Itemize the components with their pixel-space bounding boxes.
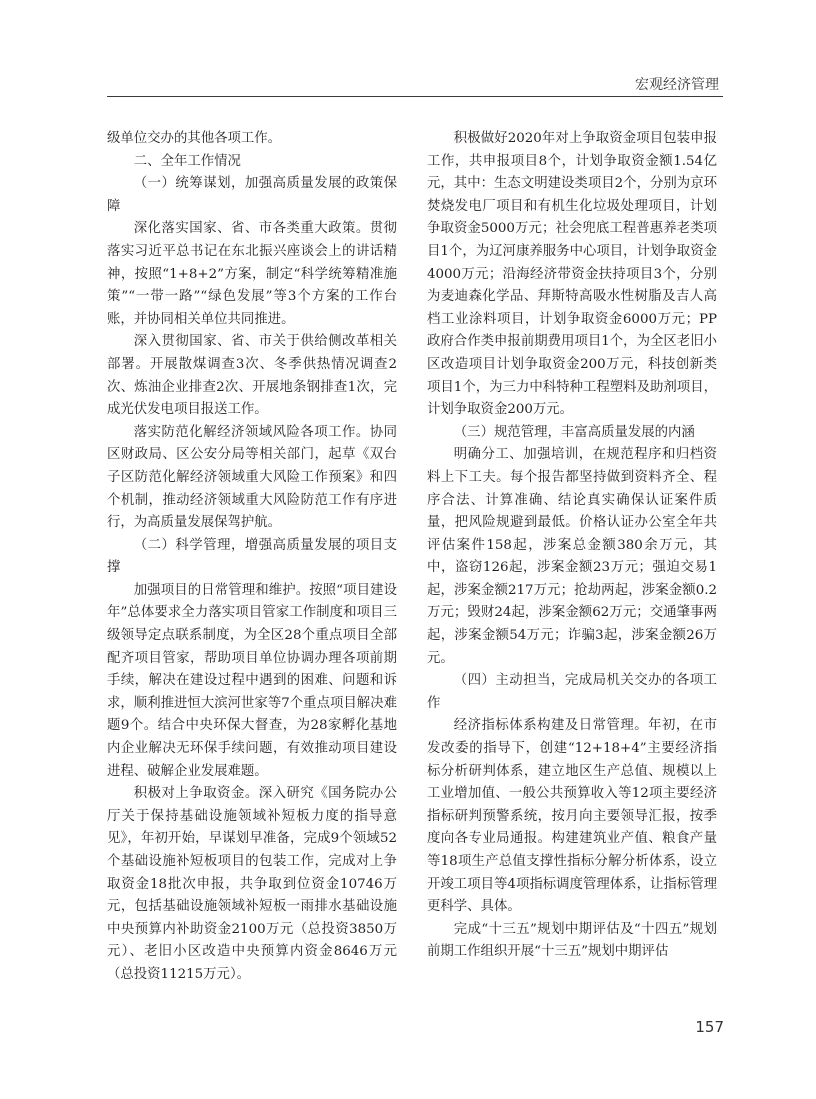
paragraph: 明确分工、加强培训，在规范程序和归档资料上下工夫。每个报告都坚持做到资料齐全、程序合法、计算准确、结论真实确保认证案件质量，把风险规避到最低。价格认证办公室全年共评估案件158起，涉案总金额380余万元，其中，盗窃126起，涉案金额23万元；强迫交易1起，涉案金额217万元；抢劫两起，涉案金额0.2万元；毁财24起，涉案金额62万元；交通肇事两起，涉案金额54万元；诈骗3起，涉案金额26万元。 — [427, 447, 717, 666]
running-header-title: 宏观经济管理 — [635, 77, 719, 93]
paragraph: 加强项目的日常管理和维护。按照“项目建设年”总体要求全力落实项目管家工作制度和项目三级领导定点联系制度，为全区28个重点项目全部配齐项目管家，帮助项目单位协调办理各项前期手续，解决在建设过程中遇到的困难、问题和诉求，顺利推进恒大滨河世家等7个重点项目解决难题9个。结合中央环保大督查，为28家孵化基地内企业解决无环保手续问题，有效推动项目建设进程、破解企业发展难题。 — [107, 582, 397, 779]
paragraph: 二、全年工作情况 — [133, 153, 241, 169]
paragraph: （三）规范管理，丰富高质量发展的内涵 — [453, 424, 695, 440]
paragraph: （四）主动担当，完成局机关交办的各项工作 — [427, 673, 717, 711]
right-text-column — [427, 128, 717, 964]
paragraph: （二）科学管理，增强高质量发展的项目支撑 — [107, 537, 397, 576]
header-divider — [107, 96, 723, 97]
paragraph: 落实防范化解经济领域风险各项工作。协同区财政局、区公安分局等相关部门，起草《双台子区防范化解经济领域重大风险工作预案》和四个机制，推动经济领域重大风险防范工作有序进行，为高质量发展保驾护航。 — [107, 424, 397, 531]
paragraph: （一）统筹谋划，加强高质量发展的政策保障 — [107, 176, 397, 214]
paragraph: 积极对上争取资金。深入研究《国务院办公厅关于保持基础设施领域补短板力度的指导意见》，年初开始，早谋划早准备，完成9个领域52个基础设施补短板项目的包装工作，完成对上争取资金18批次申报，共争取到位资金10746万元，包括基础设施领域补短板一雨排水基础设施中央预算内补助资金2100万元（总投资3850万元）、老旧小区改造中央预算内资金8646万元（总投资11215万元）。 — [107, 786, 397, 982]
page-number: 157 — [695, 1018, 724, 1036]
paragraph: 积极做好2020年对上争取资金项目包装申报工作，共申报项目8个，计划争取资金额1.54亿元，其中：生态文明建设类项目2个，分别为京环焚烧发电厂项目和有机生化垃圾处理项目，计划争取资金5000万元；社会兜底工程普惠养老类项目1个，为辽河康养服务中心项目，计划争取资金4000万元；沿海经济带资金扶持项目3个，分别为麦迪森化学品、拜斯特高吸水性树脂及吉人高档工业涂料项目，计划争取资金6000万元；PP政府合作类申报前期费用项目1个，为全区老旧小区改造项目计划争取资金200万元，科技创新类项目1个，为三力中科特种工程塑料及助剂项目，计划争取资金200万元。 — [427, 131, 717, 418]
paragraph: 深化落实国家、省、市各类重大政策。贯彻落实习近平总书记在东北振兴座谈会上的讲话精神，按照“1+8+2”方案，制定“科学统筹精准施策”“一带一路”“绿色发展”等3个方案的工作台账，并协同相关单位共同推进。 — [107, 221, 397, 327]
paragraph: 经济指标体系构建及日常管理。年初，在市发改委的指导下，创建“12+18+4”主要经济指标分析研判体系，建立地区生产总值、规模以上工业增加值、一般公共预算收入等12项主要经济指标研判预警系统，按月向主要领导汇报，按季度向各专业局通报。构建建筑业产值、粮食产量等18项生产总值支撑性指标分解分析体系，设立开竣工项目等4项指标调度管理体系，让指标管理更科学、具体。 — [427, 718, 717, 915]
paragraph: 深入贯彻国家、省、市关于供给侧改革相关部署。开展散煤调查3次、冬季供热情况调查2次、炼油企业排查2次、开展地条钢排查1次，完成光伏发电项目报送工作。 — [107, 334, 397, 418]
paragraph: 级单位交办的其他各项工作。 — [107, 131, 282, 146]
left-text-column — [107, 128, 397, 987]
paragraph: 完成“十三五”规划中期评估及“十四五”规划前期工作组织开展“十三五”规划中期评估 — [427, 921, 717, 960]
